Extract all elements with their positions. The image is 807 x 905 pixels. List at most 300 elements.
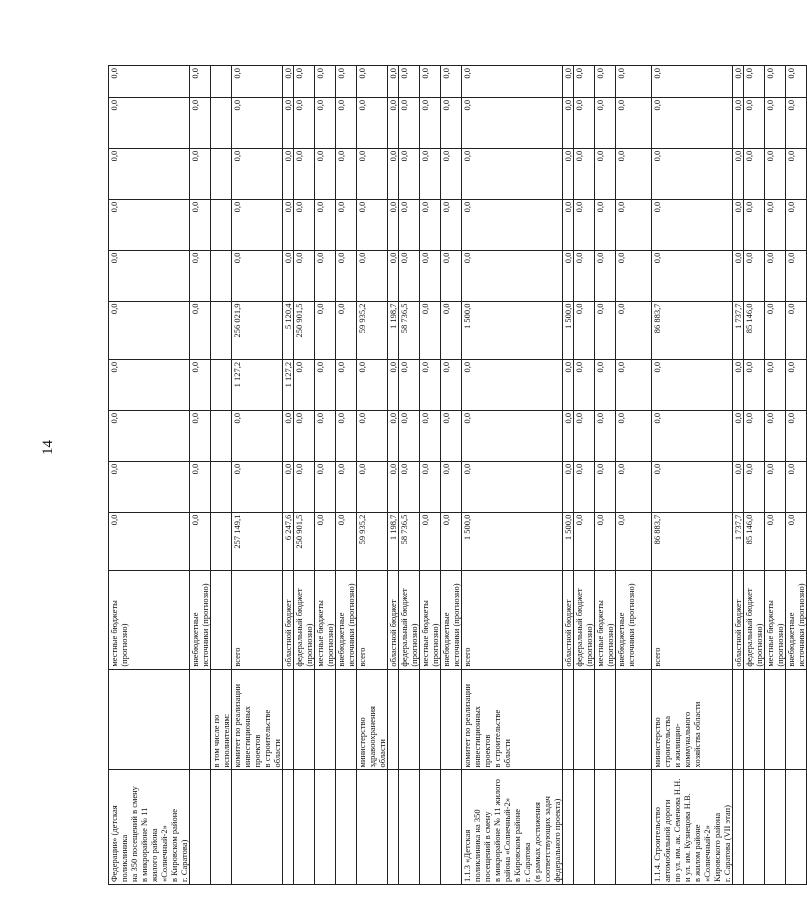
amount-cell: 0,0	[616, 461, 652, 512]
amount-cell: 0,0	[315, 66, 336, 98]
amount-cell: 1 737,7	[733, 512, 744, 570]
amount-cell: 0,0	[315, 199, 336, 250]
amount-cell: 0,0	[765, 410, 786, 461]
amount-cell: 0,0	[232, 410, 283, 461]
amount-cell: 0,0	[294, 148, 315, 199]
executor-cell	[283, 669, 294, 770]
amount-cell	[211, 250, 232, 301]
event-name-cell	[744, 770, 765, 885]
amount-cell: 0,0	[420, 512, 441, 570]
amount-cell: 0,0	[232, 250, 283, 301]
funding-source-cell: внебюджетные источники (прогнозно)	[616, 571, 652, 670]
amount-cell: 0,0	[315, 148, 336, 199]
amount-cell: 0,0	[388, 410, 399, 461]
table-row	[357, 66, 388, 885]
funding-source-cell: федеральный бюджет (прогнозно)	[399, 571, 420, 670]
amount-cell: 0,0	[388, 359, 399, 410]
event-name-cell	[336, 770, 357, 885]
event-name-cell	[441, 770, 462, 885]
amount-cell: 0,0	[652, 461, 733, 512]
amount-cell: 0,0	[733, 148, 744, 199]
table-row	[733, 66, 744, 885]
event-name-cell	[388, 770, 399, 885]
executor-cell	[744, 669, 765, 770]
amount-cell: 58 736,5	[399, 512, 420, 570]
amount-cell: 0,0	[399, 199, 420, 250]
amount-cell: 0,0	[574, 148, 595, 199]
executor-cell: министерство здравоохранения области	[357, 669, 388, 770]
amount-cell: 0,0	[336, 148, 357, 199]
amount-cell: 0,0	[786, 461, 807, 512]
event-name-cell	[315, 770, 336, 885]
amount-cell	[211, 461, 232, 512]
amount-cell: 0,0	[232, 97, 283, 148]
amount-cell: 0,0	[733, 410, 744, 461]
executor-cell	[399, 669, 420, 770]
amount-cell: 0,0	[563, 250, 574, 301]
amount-cell: 0,0	[399, 97, 420, 148]
amount-cell: 0,0	[399, 148, 420, 199]
amount-cell: 0,0	[616, 512, 652, 570]
amount-cell: 0,0	[744, 148, 765, 199]
funding-source-cell: всего	[652, 571, 733, 670]
table-row	[652, 66, 733, 885]
amount-cell: 0,0	[574, 250, 595, 301]
amount-cell: 0,0	[616, 148, 652, 199]
amount-cell: 0,0	[574, 97, 595, 148]
table-row	[109, 66, 190, 885]
amount-cell: 0,0	[399, 250, 420, 301]
amount-cell: 0,0	[441, 461, 462, 512]
table-row	[595, 66, 616, 885]
amount-cell: 257 149,1	[232, 512, 283, 570]
amount-cell: 85 146,0	[744, 301, 765, 359]
executor-cell	[574, 669, 595, 770]
amount-cell: 0,0	[595, 461, 616, 512]
table-row	[211, 66, 232, 885]
amount-cell: 0,0	[399, 461, 420, 512]
amount-cell: 0,0	[190, 359, 211, 410]
funding-source-cell: областной бюджет	[388, 571, 399, 670]
budget-table	[108, 65, 807, 885]
amount-cell: 0,0	[399, 66, 420, 98]
amount-cell: 0,0	[765, 148, 786, 199]
amount-cell: 0,0	[336, 359, 357, 410]
amount-cell: 0,0	[744, 97, 765, 148]
amount-cell: 0,0	[336, 250, 357, 301]
table-row	[563, 66, 574, 885]
amount-cell: 0,0	[574, 301, 595, 359]
amount-cell: 5 120,4	[283, 301, 294, 359]
amount-cell: 59 935,2	[357, 512, 388, 570]
amount-cell: 0,0	[315, 410, 336, 461]
amount-cell: 0,0	[399, 359, 420, 410]
executor-cell	[595, 669, 616, 770]
amount-cell: 0,0	[190, 148, 211, 199]
amount-cell: 1 500,0	[563, 512, 574, 570]
amount-cell: 0,0	[616, 97, 652, 148]
amount-cell: 0,0	[574, 359, 595, 410]
amount-cell: 0,0	[441, 410, 462, 461]
amount-cell: 0,0	[595, 97, 616, 148]
amount-cell: 0,0	[652, 410, 733, 461]
amount-cell: 0,0	[652, 97, 733, 148]
funding-source-cell: областной бюджет	[283, 571, 294, 670]
event-name-cell	[294, 770, 315, 885]
amount-cell: 0,0	[357, 359, 388, 410]
amount-cell	[211, 410, 232, 461]
amount-cell: 0,0	[574, 410, 595, 461]
funding-source-cell: внебюджетные источники (прогнозно)	[441, 571, 462, 670]
amount-cell: 0,0	[420, 410, 441, 461]
amount-cell: 0,0	[336, 97, 357, 148]
amount-cell: 0,0	[595, 148, 616, 199]
table-row	[190, 66, 211, 885]
amount-cell: 0,0	[315, 461, 336, 512]
amount-cell: 0,0	[232, 148, 283, 199]
amount-cell: 0,0	[733, 66, 744, 98]
amount-cell: 0,0	[616, 199, 652, 250]
amount-cell: 0,0	[283, 461, 294, 512]
amount-cell: 0,0	[786, 512, 807, 570]
amount-cell: 0,0	[744, 410, 765, 461]
amount-cell: 0,0	[336, 301, 357, 359]
amount-cell: 0,0	[462, 97, 563, 148]
amount-cell: 0,0	[652, 199, 733, 250]
amount-cell: 0,0	[595, 512, 616, 570]
amount-cell: 0,0	[441, 301, 462, 359]
event-name-cell	[232, 770, 283, 885]
amount-cell: 0,0	[315, 359, 336, 410]
event-name-cell	[357, 770, 388, 885]
amount-cell: 0,0	[109, 66, 190, 98]
amount-cell: 0,0	[744, 66, 765, 98]
amount-cell: 0,0	[733, 199, 744, 250]
amount-cell: 0,0	[388, 66, 399, 98]
amount-cell: 1 127,2	[232, 359, 283, 410]
amount-cell: 0,0	[733, 97, 744, 148]
amount-cell: 0,0	[574, 461, 595, 512]
executor-cell	[294, 669, 315, 770]
amount-cell: 250 901,5	[294, 512, 315, 570]
event-name-cell	[733, 770, 744, 885]
funding-source-cell: всего	[232, 571, 283, 670]
amount-cell: 0,0	[652, 250, 733, 301]
amount-cell: 0,0	[616, 66, 652, 98]
amount-cell: 0,0	[616, 301, 652, 359]
amount-cell: 0,0	[786, 66, 807, 98]
executor-cell	[441, 669, 462, 770]
amount-cell: 0,0	[357, 199, 388, 250]
amount-cell: 1 500,0	[462, 301, 563, 359]
amount-cell: 85 146,0	[744, 512, 765, 570]
event-name-cell	[616, 770, 652, 885]
executor-cell: комитет по реализации инвестиционных проектов в строительстве области	[232, 669, 283, 770]
amount-cell: 0,0	[441, 512, 462, 570]
amount-cell	[211, 148, 232, 199]
funding-source-cell: местные бюджеты (прогнозно)	[595, 571, 616, 670]
amount-cell: 0,0	[283, 410, 294, 461]
amount-cell: 0,0	[733, 250, 744, 301]
funding-source-cell: федеральный бюджет (прогнозно)	[574, 571, 595, 670]
amount-cell: 0,0	[283, 66, 294, 98]
amount-cell: 0,0	[294, 359, 315, 410]
amount-cell: 0,0	[733, 359, 744, 410]
amount-cell: 0,0	[109, 250, 190, 301]
amount-cell: 0,0	[109, 199, 190, 250]
amount-cell	[211, 359, 232, 410]
amount-cell: 0,0	[765, 512, 786, 570]
amount-cell: 0,0	[283, 250, 294, 301]
amount-cell: 0,0	[109, 148, 190, 199]
amount-cell: 0,0	[595, 199, 616, 250]
amount-cell: 0,0	[190, 301, 211, 359]
amount-cell: 0,0	[765, 199, 786, 250]
amount-cell: 59 935,2	[357, 301, 388, 359]
amount-cell: 0,0	[232, 461, 283, 512]
amount-cell: 0,0	[574, 512, 595, 570]
table-row	[786, 66, 807, 885]
table-row	[441, 66, 462, 885]
amount-cell: 58 736,5	[399, 301, 420, 359]
funding-source-cell: областной бюджет	[563, 571, 574, 670]
amount-cell: 0,0	[336, 512, 357, 570]
funding-source-cell: федеральный бюджет (прогнозно)	[744, 571, 765, 670]
table-row	[744, 66, 765, 885]
amount-cell: 0,0	[283, 199, 294, 250]
amount-cell: 0,0	[574, 66, 595, 98]
amount-cell: 0,0	[462, 359, 563, 410]
amount-cell: 0,0	[294, 199, 315, 250]
amount-cell: 0,0	[388, 97, 399, 148]
table-row	[574, 66, 595, 885]
page-number: 14	[40, 440, 56, 455]
event-name-cell	[190, 770, 211, 885]
executor-cell	[315, 669, 336, 770]
amount-cell: 0,0	[315, 301, 336, 359]
amount-cell: 0,0	[462, 66, 563, 98]
table-row	[462, 66, 563, 885]
event-name-cell	[786, 770, 807, 885]
amount-cell: 0,0	[388, 199, 399, 250]
executor-cell: комитет по реализации инвестиционных проектов в строительстве области	[462, 669, 563, 770]
funding-source-cell	[211, 571, 232, 670]
amount-cell: 1 500,0	[563, 301, 574, 359]
amount-cell: 0,0	[283, 148, 294, 199]
amount-cell: 0,0	[336, 461, 357, 512]
amount-cell: 0,0	[462, 199, 563, 250]
amount-cell: 0,0	[744, 359, 765, 410]
amount-cell: 0,0	[315, 97, 336, 148]
table-row	[420, 66, 441, 885]
amount-cell: 0,0	[595, 301, 616, 359]
amount-cell: 0,0	[441, 148, 462, 199]
amount-cell: 0,0	[420, 199, 441, 250]
funding-source-cell: всего	[462, 571, 563, 670]
amount-cell: 1 127,2	[283, 359, 294, 410]
amount-cell: 0,0	[388, 250, 399, 301]
amount-cell: 0,0	[595, 359, 616, 410]
amount-cell: 1 198,7	[388, 301, 399, 359]
event-name-cell	[765, 770, 786, 885]
event-name-cell	[399, 770, 420, 885]
executor-cell	[336, 669, 357, 770]
event-name-cell: 1.1.3 «Детская поликлиника на 350 посещений в смену в микрорайоне № 11 жилого района «Солнечный-2» в Кировском районе г. Саратова (в рамках достижения соответствующих задач федерального проекта)	[462, 770, 563, 885]
amount-cell: 0,0	[357, 250, 388, 301]
amount-cell: 1 198,7	[388, 512, 399, 570]
amount-cell: 0,0	[294, 97, 315, 148]
amount-cell: 0,0	[765, 359, 786, 410]
amount-cell: 0,0	[441, 250, 462, 301]
amount-cell: 0,0	[786, 199, 807, 250]
event-name-cell	[595, 770, 616, 885]
event-name-cell	[563, 770, 574, 885]
amount-cell: 0,0	[563, 148, 574, 199]
amount-cell: 0,0	[109, 97, 190, 148]
amount-cell: 0,0	[441, 359, 462, 410]
amount-cell: 0,0	[744, 461, 765, 512]
amount-cell: 0,0	[462, 461, 563, 512]
table-row	[232, 66, 283, 885]
amount-cell	[211, 301, 232, 359]
amount-cell: 0,0	[420, 250, 441, 301]
amount-cell: 250 901,5	[294, 301, 315, 359]
event-name-cell: Федерации» (детская поликлиника на 350 посещений в смену в микрорайоне № 11 жилого района «Солнечный-2» в Кировском районе г. Саратова)	[109, 770, 190, 885]
funding-source-cell: внебюджетные источники (прогнозно)	[336, 571, 357, 670]
amount-cell: 0,0	[336, 199, 357, 250]
amount-cell: 0,0	[420, 148, 441, 199]
amount-cell: 0,0	[652, 66, 733, 98]
amount-cell: 0,0	[190, 199, 211, 250]
amount-cell: 0,0	[595, 410, 616, 461]
amount-cell: 0,0	[786, 359, 807, 410]
amount-cell: 0,0	[574, 199, 595, 250]
amount-cell: 6 247,6	[283, 512, 294, 570]
amount-cell: 0,0	[616, 410, 652, 461]
amount-cell: 0,0	[563, 97, 574, 148]
amount-cell: 0,0	[109, 301, 190, 359]
executor-cell	[786, 669, 807, 770]
amount-cell: 0,0	[616, 250, 652, 301]
amount-cell: 0,0	[420, 66, 441, 98]
funding-source-cell: областной бюджет	[733, 571, 744, 670]
executor-cell	[388, 669, 399, 770]
executor-cell	[109, 669, 190, 770]
funding-source-cell: местные бюджеты (прогнозно)	[315, 571, 336, 670]
amount-cell: 0,0	[441, 66, 462, 98]
amount-cell: 0,0	[399, 410, 420, 461]
amount-cell: 0,0	[744, 199, 765, 250]
amount-cell: 0,0	[190, 66, 211, 98]
amount-cell: 0,0	[294, 461, 315, 512]
amount-cell: 0,0	[357, 66, 388, 98]
amount-cell: 0,0	[388, 461, 399, 512]
amount-cell: 0,0	[357, 461, 388, 512]
amount-cell: 0,0	[336, 66, 357, 98]
executor-cell	[563, 669, 574, 770]
amount-cell: 0,0	[294, 250, 315, 301]
executor-cell: министерство строительства и жилищно- коммунального хозяйства области	[652, 669, 733, 770]
event-name-cell: 1.1.4. Строительство автомобильной дороги по ул. им. ак. Семенова Н.Н. и ул. им. Кузнецова Н.В. в жилом районе «Солнечный-2» Кировского района г. Саратова (VII этап)	[652, 770, 733, 885]
amount-cell: 0,0	[420, 301, 441, 359]
amount-cell: 0,0	[733, 461, 744, 512]
amount-cell: 0,0	[563, 410, 574, 461]
amount-cell: 0,0	[109, 461, 190, 512]
amount-cell: 0,0	[786, 410, 807, 461]
table-row	[294, 66, 315, 885]
amount-cell: 0,0	[462, 148, 563, 199]
amount-cell: 1 500,0	[462, 512, 563, 570]
amount-cell: 0,0	[652, 359, 733, 410]
amount-cell: 0,0	[357, 97, 388, 148]
amount-cell: 0,0	[420, 461, 441, 512]
amount-cell: 0,0	[190, 410, 211, 461]
table-row	[399, 66, 420, 885]
table-row	[388, 66, 399, 885]
amount-cell: 0,0	[616, 359, 652, 410]
amount-cell: 86 883,7	[652, 301, 733, 359]
funding-source-cell: местные бюджеты (прогнозно)	[109, 571, 190, 670]
amount-cell: 0,0	[190, 512, 211, 570]
amount-cell: 0,0	[786, 301, 807, 359]
executor-cell	[733, 669, 744, 770]
amount-cell: 0,0	[441, 199, 462, 250]
executor-cell	[190, 669, 211, 770]
amount-cell: 0,0	[109, 512, 190, 570]
executor-cell	[420, 669, 441, 770]
funding-source-cell: внебюджетные источники (прогнозно)	[786, 571, 807, 670]
funding-source-cell: всего	[357, 571, 388, 670]
amount-cell: 0,0	[315, 250, 336, 301]
table-row	[336, 66, 357, 885]
amount-cell: 0,0	[190, 97, 211, 148]
event-name-cell	[420, 770, 441, 885]
event-name-cell	[211, 770, 232, 885]
amount-cell: 0,0	[190, 461, 211, 512]
amount-cell: 0,0	[765, 461, 786, 512]
amount-cell: 256 021,9	[232, 301, 283, 359]
amount-cell: 0,0	[420, 97, 441, 148]
rotated-table-container	[108, 65, 806, 885]
executor-cell	[765, 669, 786, 770]
amount-cell: 0,0	[336, 410, 357, 461]
amount-cell	[211, 66, 232, 98]
amount-cell: 0,0	[595, 250, 616, 301]
amount-cell: 0,0	[786, 148, 807, 199]
amount-cell: 0,0	[462, 250, 563, 301]
amount-cell: 0,0	[786, 250, 807, 301]
amount-cell: 0,0	[595, 66, 616, 98]
table-row	[616, 66, 652, 885]
amount-cell: 0,0	[765, 66, 786, 98]
event-name-cell	[574, 770, 595, 885]
amount-cell: 0,0	[441, 97, 462, 148]
event-name-cell	[283, 770, 294, 885]
amount-cell	[211, 199, 232, 250]
amount-cell: 0,0	[294, 66, 315, 98]
table-row	[283, 66, 294, 885]
amount-cell: 0,0	[765, 97, 786, 148]
amount-cell: 0,0	[563, 199, 574, 250]
amount-cell: 0,0	[232, 199, 283, 250]
funding-source-cell: местные бюджеты (прогнозно)	[420, 571, 441, 670]
amount-cell: 0,0	[420, 359, 441, 410]
amount-cell: 0,0	[563, 359, 574, 410]
amount-cell: 0,0	[652, 148, 733, 199]
amount-cell	[211, 97, 232, 148]
amount-cell: 0,0	[357, 148, 388, 199]
amount-cell: 0,0	[563, 461, 574, 512]
